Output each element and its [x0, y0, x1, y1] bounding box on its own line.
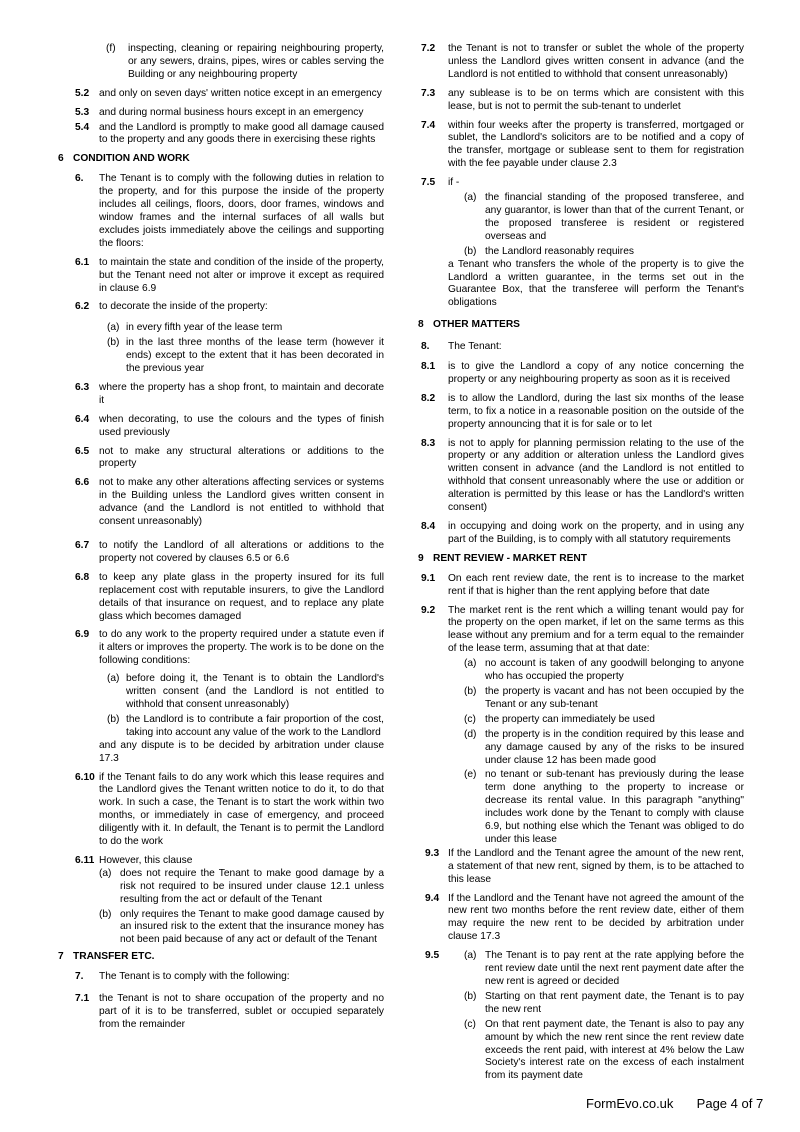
- clause-9-5-b: [464, 991, 744, 1017]
- clause-text: the Tenant is not to transfer or sublet the whole of the property unless the Landlord gives written consent in advance (and the Landlord is not entitled to withhold that consent unreasonably): [448, 43, 744, 80]
- section-number: 6: [58, 153, 64, 165]
- item-text: in every fifth year of the lease term: [126, 322, 283, 334]
- clause-text: The Tenant:: [448, 341, 502, 353]
- clause-6-11: [75, 855, 384, 868]
- clause-7: [75, 971, 384, 984]
- section-title: RENT REVIEW - MARKET RENT: [433, 552, 587, 564]
- item-label: (d): [464, 728, 477, 740]
- clause-6-2: [75, 301, 384, 314]
- clause-7-5-tail: a Tenant who transfers the whole of the property is to give the Landlord a written guarantee, in the terms set out in the Guarantee Box, that the transferee will perform the Tenant's obligations: [448, 258, 744, 309]
- item-label: (b): [464, 685, 477, 697]
- clause-8-3: [421, 438, 744, 515]
- clause-text: If the Landlord and the Tenant agree the amount of the new rent, a statement of that new rent, signed by them, is to be attached to this lease: [448, 847, 744, 885]
- clause-9-2-c: [464, 714, 744, 727]
- clause-text: to decorate the inside of the property:: [99, 301, 268, 313]
- clause-8-4: [421, 521, 744, 547]
- clause-number: 6.: [75, 173, 84, 185]
- clause-number: 8.3: [421, 437, 436, 449]
- section-heading-9: [418, 553, 744, 566]
- item-text: before doing it, the Tenant is to obtain the Landlord's written consent (and the Landlord is not entitled to withhold that consent unreasonably): [126, 673, 384, 710]
- clause-number: 9.3: [425, 847, 440, 859]
- clause-number: 5.3: [75, 106, 90, 118]
- clause-7-5-b: [464, 246, 744, 259]
- clause-9-2-e: [464, 769, 744, 846]
- clause-number: 6.1: [75, 256, 90, 268]
- clause-5-f: [106, 43, 384, 82]
- clause-6-9-a: [107, 673, 384, 712]
- clause-6-7: [75, 540, 384, 566]
- clause-9-1: [421, 573, 744, 599]
- clause-text: to do any work to the property required under a statute even if it alters or improves the property. The work is to be done on the following conditions:: [99, 629, 385, 667]
- clause-number: 7.3: [421, 87, 436, 99]
- clause-number: 6.9: [75, 629, 90, 641]
- item-text: the Landlord is to contribute a fair proportion of the cost, taking into account any value of the work to the Landlord: [126, 713, 384, 738]
- section-heading-7: [58, 951, 384, 964]
- clause-6-5: [75, 446, 384, 472]
- item-label: (c): [464, 713, 476, 725]
- clause-text: to keep any plate glass in the property insured for its full replacement cost with reputable insurers, to give the Landlord details of that insurance on request, and to replace any plate glass which becomes damaged: [99, 571, 384, 622]
- item-label: (a): [464, 192, 477, 204]
- clause-7-5: [421, 177, 744, 190]
- item-text: the property can immediately be used: [485, 713, 655, 725]
- item-label: (a): [99, 867, 112, 879]
- section-number: 9: [418, 552, 424, 564]
- clause-5-2: [75, 88, 384, 101]
- clause-7-1: [75, 993, 384, 1032]
- clause-6-2-a: [107, 322, 384, 335]
- clause-number: 9.4: [425, 892, 440, 904]
- clause-number: 7.2: [421, 43, 436, 54]
- clause-7-2: [421, 43, 744, 82]
- item-label: (b): [464, 245, 477, 257]
- clause-6-3: [75, 382, 384, 408]
- item-text: the property is vacant and has not been occupied by the Tenant or any sub-tenant: [485, 685, 744, 710]
- clause-number: 7.1: [75, 993, 90, 1005]
- section-number: 8: [418, 319, 424, 331]
- clause-9-5-a: [464, 950, 744, 989]
- item-label: (b): [107, 337, 120, 349]
- item-label: (e): [464, 769, 477, 781]
- section-heading-6: [58, 153, 384, 166]
- clause-number: 8.: [421, 341, 430, 353]
- clause-text: On each rent review date, the rent is to increase to the market rent if that is higher than the rent applying before that date: [448, 572, 744, 597]
- clause-text: within four weeks after the property is transferred, mortgaged or sublet, the Landlord's solicitors are to be notified and a copy of the transfer, mortgage or sublease sent to them for registration with the fee payable under clause 2.3: [448, 119, 744, 170]
- clause-number: 6.10: [75, 771, 95, 783]
- clause-text: is to allow the Landlord, during the last six months of the lease term, to fix a notice in a reasonable position on the outside of the property announcing that it is for sale or to let: [448, 392, 744, 430]
- item-text: does not require the Tenant to make good damage by a risk not required to be insured under clause 12.1 unless resulting from the act or default of the Tenant: [120, 867, 384, 905]
- item-label: (a): [464, 950, 477, 962]
- clause-8: [421, 341, 744, 354]
- clause-number: 6.8: [75, 571, 90, 583]
- item-text: On that rent payment date, the Tenant is also to pay any amount by which the new rent since the rent review date exceeds the rent paid, with interest at 4% below the Law Society's interest rate on the excess of each instalment from its payment date: [485, 1018, 744, 1082]
- section-number: 7: [58, 951, 64, 963]
- footer-page-number: Page 4 of 7: [696, 1096, 764, 1111]
- clause-text: If the Landlord and the Tenant have not agreed the amount of the new rent two months before the rent review date, either of them may require the new rent to be decided by arbitration under clause 17.3: [448, 892, 744, 943]
- clause-9-5-c: [464, 1019, 744, 1084]
- clause-number: 8.1: [421, 361, 436, 373]
- clause-text: when decorating, to use the colours and the types of finish used previously: [99, 413, 384, 438]
- item-text: The Tenant is to pay rent at the rate applying before the rent review date until the next rent payment date after the new rent is agreed or decided: [485, 950, 744, 987]
- clause-number: 6.5: [75, 445, 90, 457]
- clause-text: in occupying and doing work on the property, and in using any part of the Building, is to comply with all statutory requirements: [448, 521, 744, 545]
- item-text: only requires the Tenant to make good damage caused by an insured risk to the extent that the insurance money has not been paid because of any act or default of the Tenant: [120, 908, 384, 946]
- clause-number: 7.: [75, 971, 84, 983]
- clause-6-9-tail: and any dispute is to be decided by arbitration under clause 17.3: [99, 739, 384, 764]
- clause-text: if the Tenant fails to do any work which this lease requires and the Landlord gives the Tenant written notice to do it, to do that work. In such a case, the Tenant is to start the work within two months, or immediately in case of emergency, and proceed diligently with it. In default, the Tenant is to permit the Landlord to do the work: [99, 771, 384, 848]
- clause-text: any sublease is to be on terms which are consistent with this lease, but is not to permit the sub-tenant to underlet: [448, 87, 744, 112]
- clause-text: is not to apply for planning permission relating to the use of the property or any addition or alteration unless the Landlord gives written consent in advance (and the Landlord is not entitled to withhold that consent unreasonably where the use or addition or alteration is permitted by this lease or has the Landlord's written consent): [448, 437, 744, 514]
- clause-text: and only on seven days' written notice except in an emergency: [99, 87, 382, 99]
- clause-6-4: [75, 414, 384, 440]
- item-text: the Landlord reasonably requires: [485, 245, 634, 257]
- clause-9-5: [425, 950, 744, 1085]
- clause-6: [75, 173, 384, 250]
- clause-8-2: [421, 393, 744, 432]
- clause-9-4: [425, 893, 744, 945]
- clause-text: to notify the Landlord of all alterations or additions to the property not covered by clauses 6.5 or 6.6: [99, 540, 384, 564]
- left-column: [58, 43, 384, 1038]
- section-title: CONDITION AND WORK: [73, 153, 190, 165]
- section-heading-8: [418, 319, 744, 332]
- item-label: (b): [107, 713, 120, 725]
- item-label: (a): [107, 673, 120, 685]
- page-footer: [586, 1096, 763, 1112]
- item-text: in the last three months of the lease term (however it ends) except to the extent that it has been decorated in the previous year: [126, 337, 384, 375]
- item-label: (b): [464, 990, 477, 1002]
- clause-5-4: [75, 122, 384, 148]
- clause-6-9-b: [107, 714, 384, 740]
- clause-number: 8.4: [421, 521, 436, 532]
- clause-6-1: [75, 257, 384, 296]
- clause-6-11-b: [99, 909, 384, 948]
- section-title: TRANSFER ETC.: [73, 951, 155, 963]
- clause-9-2-b: [464, 686, 744, 712]
- clause-8-1: [421, 361, 744, 387]
- clause-5-3: [75, 107, 384, 120]
- item-label: (b): [99, 908, 112, 920]
- clause-text: to maintain the state and condition of the inside of the property, but the Tenant need not alter or improve it except as required in clause 6.9: [99, 256, 384, 294]
- clause-9-3: [425, 848, 744, 887]
- item-label: (c): [464, 1018, 476, 1030]
- clause-7-5-a: [464, 192, 744, 244]
- clause-6-6: [75, 477, 384, 529]
- clause-6-2-b: [107, 337, 384, 376]
- clause-6-9: [75, 629, 384, 668]
- clause-number: 9.1: [421, 572, 436, 584]
- item-text: no account is taken of any goodwill belonging to anyone who has occupied the property: [485, 658, 744, 683]
- item-text: the property is in the condition required by this lease and any damage caused by any of the risks to be insured under clause 12 has been made good: [485, 728, 744, 766]
- item-text: the financial standing of the proposed transferee, and any guarantor, is lower than that of the current Tenant, or the proposed transferee is resident or registered overseas and: [485, 192, 744, 242]
- clause-number: 6.4: [75, 413, 90, 425]
- item-label: (a): [107, 322, 120, 334]
- clause-9-5-items: [464, 950, 744, 1085]
- item-text: inspecting, cleaning or repairing neighbouring property, or any sewers, drains, pipes, wires or cables serving the Building or any neighbouring property: [128, 43, 384, 80]
- clause-number: 7.5: [421, 177, 436, 189]
- clause-6-11-a: [99, 868, 384, 907]
- clause-number: 5.4: [75, 121, 90, 133]
- clause-number: 6.11: [75, 854, 95, 866]
- clause-7-3: [421, 88, 744, 114]
- clause-9-2-d: [464, 729, 744, 768]
- clause-number: 6.6: [75, 477, 90, 489]
- item-text: Starting on that rent payment date, the Tenant is to pay the new rent: [485, 990, 744, 1015]
- clause-number: 7.4: [421, 119, 436, 131]
- clause-number: 9.2: [421, 604, 436, 616]
- clause-text: where the property has a shop front, to maintain and decorate it: [99, 381, 384, 406]
- footer-site: FormEvo.co.uk: [586, 1096, 674, 1111]
- clause-text: if -: [448, 177, 460, 189]
- section-title: OTHER MATTERS: [433, 319, 520, 331]
- clause-9-2: [421, 605, 744, 657]
- clause-number: 6.7: [75, 540, 90, 551]
- clause-number: 5.2: [75, 87, 90, 99]
- clause-6-10: [75, 772, 384, 849]
- clause-number: 6.2: [75, 301, 90, 313]
- clause-9-2-a: [464, 658, 744, 684]
- clause-text: The market rent is the rent which a willing tenant would pay for the property on the open market, if let on the same terms as this lease without any premium and for a term equal to the remainder of the lease term, assuming that at that date:: [448, 604, 744, 655]
- right-column: [418, 43, 744, 1085]
- clause-6-8: [75, 572, 384, 624]
- clause-text: The Tenant is to comply with the following:: [99, 971, 290, 983]
- item-label: (f): [106, 43, 116, 54]
- clause-text: The Tenant is to comply with the following duties in relation to the property, and for this purpose the inside of the property includes all ceilings, floors, doors, door frames, windows and window frames and the internal surfaces of all walls but excludes joists immediately above the ceilings and supporting the floors:: [99, 173, 384, 249]
- clause-7-4: [421, 120, 744, 172]
- clause-text: is to give the Landlord a copy of any notice concerning the property or any neighbouring property as soon as it is received: [448, 361, 744, 385]
- clause-text: and during normal business hours except in an emergency: [99, 106, 364, 118]
- clause-text: not to make any structural alterations or additions to the property: [99, 445, 384, 470]
- item-label: (a): [464, 658, 477, 670]
- item-text: no tenant or sub-tenant has previously during the lease term done anything to the property to increase or decrease its rental value. In this paragraph "anything" includes work done by the Tenant to comply with clause 6.9, but nothing else which the Tenant was obliged to do under this lease: [485, 769, 744, 845]
- clause-number: 6.3: [75, 381, 90, 393]
- clause-number: 8.2: [421, 392, 436, 404]
- clause-number: 9.5: [425, 950, 440, 962]
- clause-text: the Tenant is not to share occupation of the property and no part of it is to be transferred, sublet or occupied separately from the remainder: [99, 993, 384, 1030]
- clause-text: and the Landlord is promptly to make good all damage caused to the property and any goods there in exercising these rights: [99, 121, 384, 146]
- clause-text: However, this clause: [99, 854, 193, 866]
- clause-text: not to make any other alterations affecting services or systems in the Building unless the Landlord gives written consent in advance (and the Landlord is not entitled to withhold that consent unreasonably): [99, 477, 384, 528]
